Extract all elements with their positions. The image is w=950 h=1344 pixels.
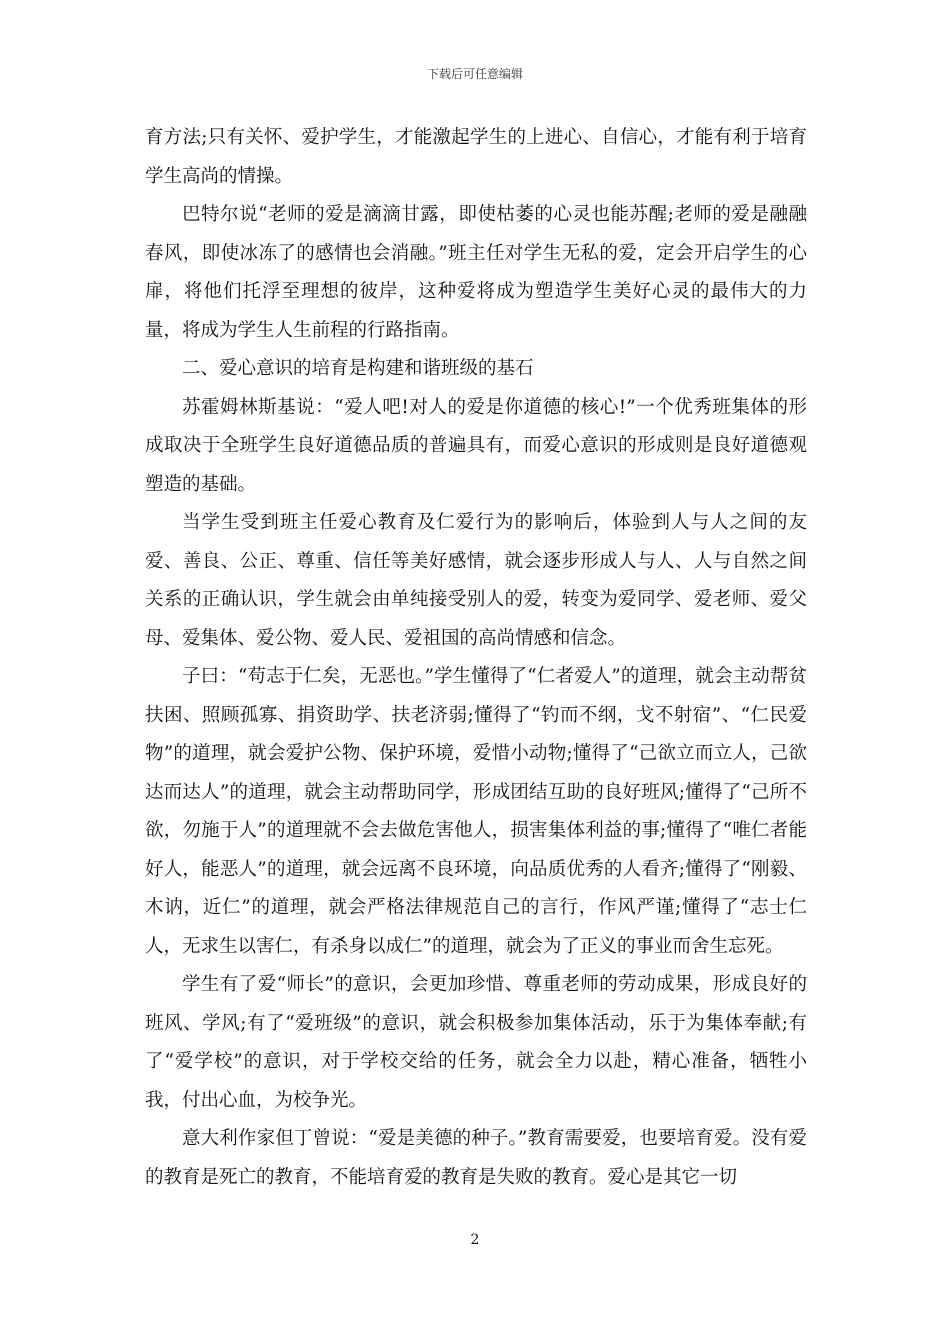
paragraph-1: 育方法;只有关怀、爱护学生，才能激起学生的上进心、自信心，才能有利于培育学生高尚的情操。 — [145, 127, 807, 187]
document-body — [145, 119, 807, 1197]
paragraph-7: 意大利作家但丁曾说：“爱是美德的种子。”教育需要爱，也要培育爱。没有爱的教育是死亡的教育，不能培育爱的教育是失败的教育。爱心是其它一切 — [145, 1128, 807, 1188]
paragraph-2: 巴特尔说“老师的爱是滴滴甘露，即使枯萎的心灵也能苏醒;老师的爱是融融春风，即使冰冻了的感情也会消融。”班主任对学生无私的爱，定会开启学生的心扉，将他们托浮至理想的彼岸，这种爱将成为塑造学生美好心灵的最伟大的力量，将成为学生人生前程的行路指南。 — [145, 204, 807, 341]
paragraph-3: 苏霍姆林斯基说：“爱人吧!对人的爱是你道德的核心!”一个优秀班集体的形成取决于全班学生良好道德品质的普遍具有，而爱心意识的形成则是良好道德观塑造的基础。 — [145, 396, 807, 495]
paragraph-5: 子曰：“苟志于仁矣，无恶也。”学生懂得了“仁者爱人”的道理，就会主动帮贫扶困、照顾孤寡、捐资助学、扶老济弱;懂得了“钓而不纲，戈不射宿”、“仁民爱物”的道理，就会爱护公物、保护环境，爱惜小动物;懂得了“己欲立而立人，己欲达而达人”的道理，就会主动帮助同学，形成团结互助的良好班风;懂得了“己所不欲，勿施于人”的道理就不会去做危害他人，损害集体利益的事;懂得了“唯仁者能好人，能恶人”的道理，就会远离不良环境，向品质优秀的人看齐;懂得了“刚毅、木讷，近仁”的道理，就会严格法律规范自己的言行，作风严谨;懂得了“志士仁人，无求生以害仁，有杀身以成仁”的道理，就会为了正义的事业而舍生忘死。 — [145, 666, 807, 957]
paragraph-6: 学生有了爱“师长”的意识，会更加珍惜、尊重老师的劳动成果，形成良好的班风、学风;有了“爱班级”的意识，就会积极参加集体活动，乐于为集体奉献;有了“爱学校”的意识，对于学校交给的任务，就会全力以赴，精心准备，牺牲小我，付出心血，为校争光。 — [145, 974, 807, 1111]
page-number: 2 — [470, 1232, 480, 1248]
paragraph-4: 当学生受到班主任爱心教育及仁爱行为的影响后，体验到人与人之间的友爱、善良、公正、尊重、信任等美好感情，就会逐步形成人与人、人与自然之间关系的正确认识，学生就会由单纯接受别人的爱，转变为爱同学、爱老师、爱父母、爱集体、爱公物、爱人民、爱祖国的高尚情感和信念。 — [145, 512, 807, 649]
section-heading: 二、爱心意识的培育是构建和谐班级的基石 — [182, 358, 534, 379]
page-header: 下载后可任意编辑 — [426, 67, 523, 81]
